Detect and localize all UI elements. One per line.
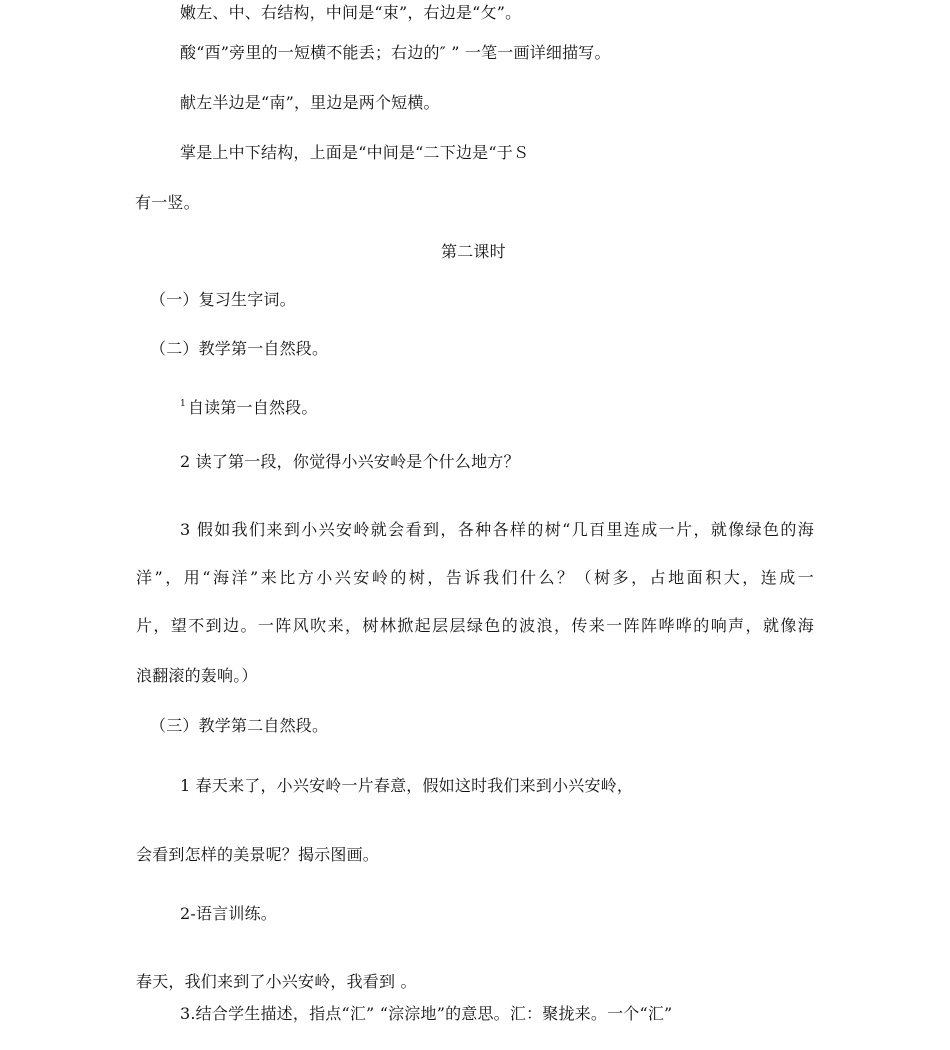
text-line: 1 春天来了，小兴安岭一片春意，假如这时我们来到小兴安岭， xyxy=(180,776,634,795)
paragraph-line: 浪翻滚的轰响。） xyxy=(136,666,258,685)
paragraph-line: 片，望不到边。一阵风吹来，树林掀起层层绿色的波浪，传来一阵阵哗哗的响声，就像海 xyxy=(136,616,814,635)
item-text: 自读第一自然段。 xyxy=(187,398,318,417)
list-heading: （二）教学第一自然段。 xyxy=(150,339,329,358)
text-line: 献左半边是“南”，里边是两个短横。 xyxy=(180,93,440,112)
paragraph-line: 3 假如我们来到小兴安岭就会看到，各种各样的树“几百里连成一片，就像绿色的海 xyxy=(180,520,814,539)
text-line: 春天，我们来到了小兴安岭，我看到 。 xyxy=(136,972,417,991)
text-line: 3.结合学生描述，指点“汇” “淙淙地”的意思。汇：聚拢来。一个“汇” xyxy=(180,1004,673,1023)
list-item xyxy=(180,394,318,418)
list-heading: （三）教学第二自然段。 xyxy=(150,716,329,735)
text-line: 有一竖。 xyxy=(135,193,200,212)
text-line: 会看到怎样的美景呢？揭示图画。 xyxy=(136,845,380,864)
item-number: 1 xyxy=(180,399,186,409)
text-line: 2-语言训练。 xyxy=(180,904,277,923)
section-heading: 第二课时 xyxy=(441,242,506,261)
text-line: 酸“酉”旁里的一短横不能丢；右边的″ ” 一笔一画详细描写。 xyxy=(180,43,611,62)
text-line: 2 读了第一段，你觉得小兴安岭是个什么地方？ xyxy=(180,452,520,471)
text-line: 掌是上中下结构，上面是“中间是“二下边是“于Ｓ xyxy=(180,143,530,162)
list-heading: （一）复习生字词。 xyxy=(150,290,296,309)
paragraph-line: 洋”，用“海洋”来比方小兴安岭的树，告诉我们什么？（树多，占地面积大，连成一 xyxy=(136,568,814,587)
text-line: 嫩左、中、右结构，中间是“束”，右边是“攵”。 xyxy=(180,3,522,22)
